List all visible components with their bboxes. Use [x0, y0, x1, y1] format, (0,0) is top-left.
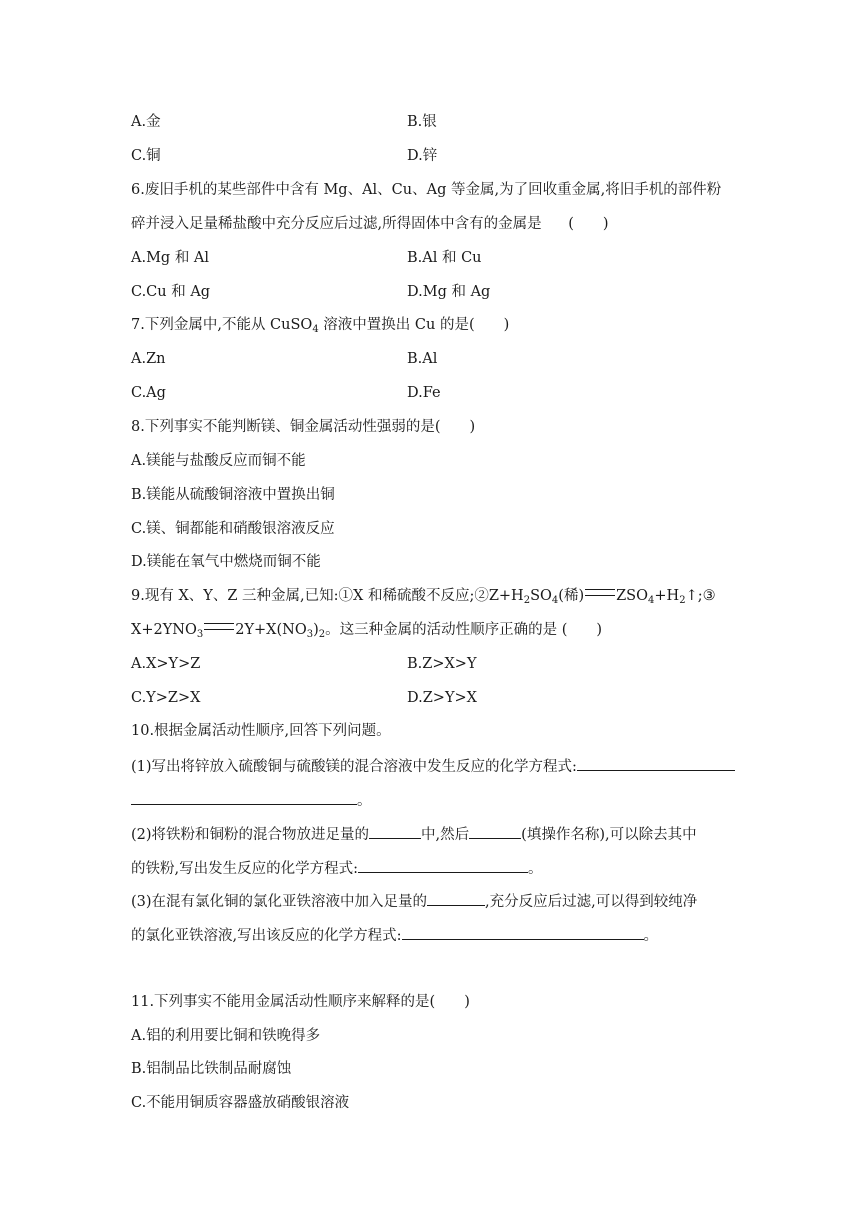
question-10-part-1: [131, 755, 735, 777]
option-b: B.铝制品比铁制品耐腐蚀: [131, 1061, 292, 1077]
option-b: B.银: [407, 114, 437, 130]
question-6-stem-line-1: 6.废旧手机的某些部件中含有 Mg、Al、Cu、Ag 等金属,为了回收重金属,将旧手机的部件粉: [131, 182, 722, 198]
option-d: D.Mg 和 Ag: [407, 284, 491, 300]
stem-text: 7.下列金属中,不能从 CuSO: [131, 317, 313, 333]
question-10-part-2-cont: [131, 857, 543, 879]
part-text: (3)在混有氯化铜的氯化亚铁溶液中加入足量的: [131, 894, 428, 910]
stem-text: 溶液中置换出 Cu 的是( ): [318, 317, 510, 333]
question-11-stem: 11.下列事实不能用金属活动性顺序来解释的是( ): [131, 994, 470, 1010]
question-6-stem-line-2: [131, 214, 609, 234]
option-b: B.Al: [407, 351, 438, 367]
option-d: D.Z>Y>X: [407, 690, 477, 706]
option-a: A.Mg 和 Al: [131, 250, 210, 266]
part-text: (1)写出将锌放入硫酸铜与硫酸镁的混合溶液中发生反应的化学方程式:: [131, 759, 577, 775]
subscript: 2: [523, 595, 531, 606]
stem-text: SO: [530, 588, 552, 604]
part-text: 。: [357, 793, 372, 809]
question-10-part-1-cont: [131, 789, 372, 811]
answer-blank[interactable]: [469, 823, 521, 839]
subscript: 2: [318, 629, 326, 640]
part-text: (2)将铁粉和铜粉的混合物放进足量的: [131, 827, 370, 843]
stem-text: 2Y+X(NO: [235, 622, 307, 638]
subscript: 3: [196, 629, 204, 640]
stem-text: ZSO: [616, 588, 649, 604]
option-b: B.Al 和 Cu: [407, 250, 482, 266]
answer-blank[interactable]: [369, 823, 421, 839]
question-10-part-3: [131, 890, 697, 912]
part-text: 。: [528, 861, 543, 877]
answer-blank[interactable]: [402, 924, 644, 940]
question-10-stem: 10.根据金属活动性顺序,回答下列问题。: [131, 723, 391, 739]
question-9-stem-line-2: [131, 620, 602, 640]
reaction-equals-sign: [585, 589, 615, 596]
stem-text: (稀): [558, 588, 585, 604]
option-c: C.铜: [131, 148, 161, 164]
option-c: C.Y>Z>X: [131, 690, 201, 706]
option-c: C.Ag: [131, 385, 166, 401]
option-d: D.镁能在氧气中燃烧而铜不能: [131, 554, 321, 570]
option-a: A.X>Y>Z: [131, 656, 201, 672]
part-text: 的铁粉,写出发生反应的化学方程式:: [131, 861, 358, 877]
part-text: 。: [643, 928, 658, 944]
reaction-equals-sign: [204, 623, 234, 630]
subscript: 3: [306, 629, 314, 640]
option-d: D.锌: [407, 148, 438, 164]
part-text: ,充分反应后过滤,可以得到较纯净: [485, 894, 698, 910]
option-c: C.Cu 和 Ag: [131, 284, 211, 300]
option-c: C.不能用铜质容器盛放硝酸银溶液: [131, 1095, 350, 1111]
question-10-part-3-cont: [131, 924, 658, 946]
stem-text: +H: [654, 588, 680, 604]
answer-blank[interactable]: [427, 890, 485, 906]
question-6-stem-text: 碎并浸入足量稀盐酸中充分反应后过滤,所得固体中含有的金属是: [131, 216, 542, 232]
part-text: 中,然后: [421, 827, 470, 843]
option-b: B.镁能从硫酸铜溶液中置换出铜: [131, 487, 335, 503]
option-a: A.铝的利用要比铜和铁晚得多: [131, 1028, 321, 1044]
part-text: (填操作名称),可以除去其中: [521, 827, 697, 843]
answer-blank[interactable]: [577, 755, 735, 771]
answer-blank[interactable]: [131, 789, 357, 805]
subscript: 2: [679, 595, 686, 606]
answer-parenthesis: ( ): [568, 216, 609, 232]
question-10-part-2: [131, 823, 697, 845]
option-a: A.Zn: [131, 351, 166, 367]
option-b: B.Z>X>Y: [407, 656, 477, 672]
answer-blank[interactable]: [358, 857, 528, 873]
stem-text: X+2YNO: [131, 622, 197, 638]
subscript: 4: [551, 595, 559, 606]
option-a: A.镁能与盐酸反应而铜不能: [131, 453, 306, 469]
option-c: C.镁、铜都能和硝酸银溶液反应: [131, 521, 335, 537]
subscript: 4: [648, 595, 655, 606]
question-7-stem: [131, 315, 509, 335]
stem-text: 。这三种金属的活动性顺序正确的是 ( ): [325, 622, 603, 638]
question-9-stem-line-1: [131, 586, 716, 606]
option-d: D.Fe: [407, 385, 441, 401]
stem-text: ): [313, 622, 319, 638]
subscript: 4: [312, 324, 319, 335]
stem-text: ↑;③: [685, 588, 716, 604]
question-8-stem: 8.下列事实不能判断镁、铜金属活动性强弱的是( ): [131, 419, 476, 435]
option-a: A.金: [131, 114, 161, 130]
part-text: 的氯化亚铁溶液,写出该反应的化学方程式:: [131, 928, 402, 944]
stem-text: 9.现有 X、Y、Z 三种金属,已知:①X 和稀硫酸不反应;②Z+H: [131, 588, 524, 604]
